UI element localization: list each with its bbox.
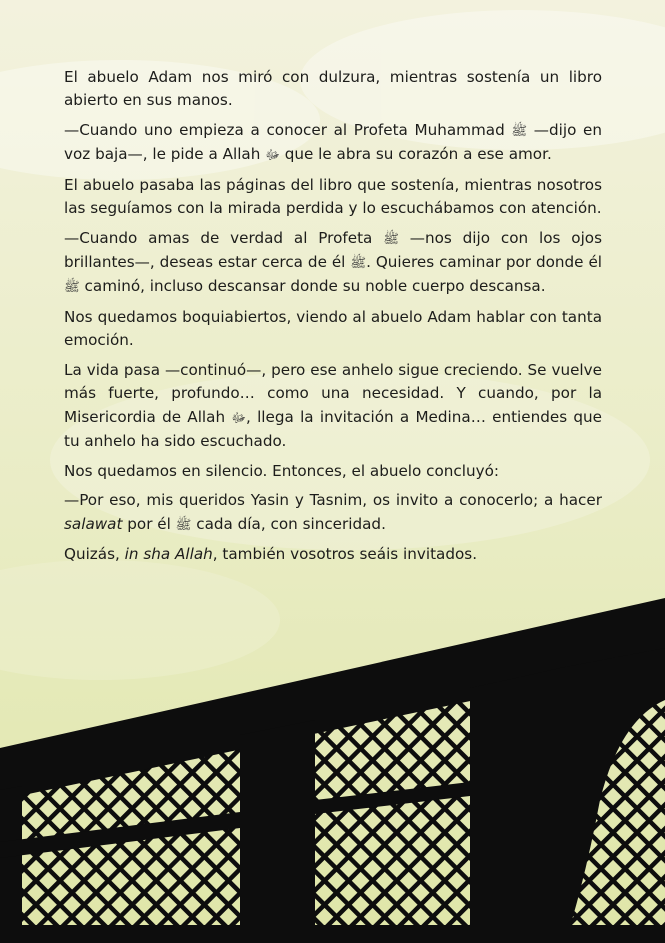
honorific-glyph: ﷺ xyxy=(383,232,399,247)
text-segment: —Por eso, mis queridos Yasin y Tasnim, os invito a conocerlo; a hacer xyxy=(64,491,602,510)
text-segment: —Cuando uno empieza a conocer al Profeta Muhammad xyxy=(64,121,512,139)
text-segment: que le abra su corazón a ese amor. xyxy=(279,145,552,164)
text-segment: —Cuando amas de verdad al Profeta xyxy=(64,229,384,247)
text-segment: cada día, con sinceridad. xyxy=(191,514,386,533)
text-segment: Nos quedamos boquiabiertos, viendo al abuelo Adam hablar con tanta emoción. xyxy=(64,308,602,350)
italic-term: in sha Allah xyxy=(124,545,213,564)
text-segment: , llega la invitación a Medina… entiendes que tu anhelo ha sido escuchado. xyxy=(64,407,602,450)
text-segment: El abuelo Adam nos miró con dulzura, mientras sostenía un libro abierto en sus manos. xyxy=(64,68,602,110)
text-segment: Quizás, xyxy=(64,545,125,564)
text-segment: Nos quedamos en silencio. Entonces, el abuelo concluyó: xyxy=(64,461,500,480)
paragraph xyxy=(64,489,602,536)
honorific-glyph: ﷺ xyxy=(350,256,367,272)
paragraph xyxy=(64,460,602,483)
honorific-glyph: ﷺ xyxy=(64,280,80,296)
text-segment: —nos dijo con los ojos brillantes—, deseas estar cerca de él xyxy=(64,229,602,272)
text-segment: , también vosotros seáis invitados. xyxy=(212,545,478,564)
honorific-glyph: ﷺ xyxy=(175,517,192,533)
italic-term: salawat xyxy=(64,514,123,533)
story-text xyxy=(64,66,602,573)
text-segment: . Quieres caminar por donde él xyxy=(366,253,603,272)
paragraph xyxy=(64,306,602,352)
text-segment: —dijo en voz baja—, le pide a Allah xyxy=(64,121,602,164)
text-segment: El abuelo pasaba las páginas del libro que sostenía, mientras nosotros las seguíamos con la mirada perdida y lo escuchábamos con atención. xyxy=(64,176,602,218)
text-segment: por él xyxy=(122,514,176,533)
text-segment: La vida pasa —continuó—, pero ese anhelo sigue creciendo. Se vuelve más fuerte, profundo… como una necesidad. Y cuando, por la Misericordia de Allah xyxy=(64,361,602,426)
paragraph xyxy=(64,543,602,566)
paragraph xyxy=(64,66,602,112)
paragraph xyxy=(64,119,602,167)
honorific-glyph: ﷻ xyxy=(265,148,280,164)
paragraph xyxy=(64,174,602,220)
paragraph xyxy=(64,359,602,453)
honorific-glyph: ﷻ xyxy=(231,410,247,426)
honorific-glyph: ﷺ xyxy=(511,124,528,139)
text-segment: caminó, incluso descansar donde su noble cuerpo descansa. xyxy=(79,277,546,296)
paragraph xyxy=(64,227,602,300)
